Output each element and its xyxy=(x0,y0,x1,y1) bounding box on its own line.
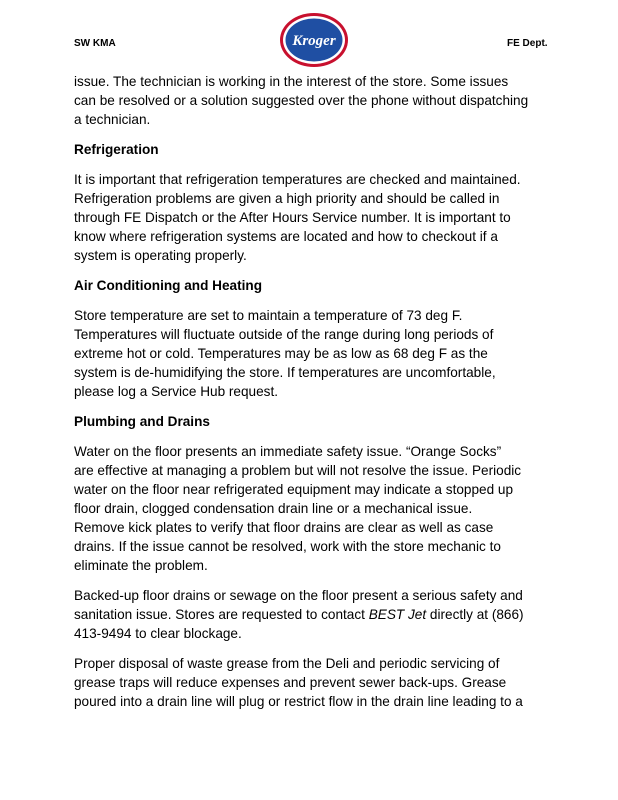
backup-paragraph: Backed-up floor drains or sewage on the floor present a serious safety and sanitation issue. Stores are requested to contact BEST Jet directly at (866) 413-9494 to clear blockage. xyxy=(74,588,524,641)
header-right-text: FE Dept. xyxy=(507,38,548,49)
document-body xyxy=(74,72,544,722)
grease-paragraph: Proper disposal of waste grease from the Deli and periodic servicing of grease traps will reduce expenses and prevent sewer back-ups. Grease poured into a drain line will plug or restrict flow in the drain line leading to a xyxy=(74,656,523,709)
plumbing-heading: Plumbing and Drains xyxy=(74,414,210,429)
intro-paragraph: issue. The technician is working in the interest of the store. Some issues can be resolved or a solution suggested over the phone without dispatching a technician. xyxy=(74,74,529,127)
air-conditioning-paragraph: Store temperature are set to maintain a temperature of 73 deg F. Temperatures will fluctuate outside of the range during long periods of extreme hot or cold. Temperatures may be as low as 68 deg F as the system is de-humidifying the store. If temperatures are uncomfortable, please log a Service Hub request. xyxy=(74,308,496,399)
kroger-logo xyxy=(279,12,349,68)
refrigeration-heading: Refrigeration xyxy=(74,142,159,157)
logo-wordmark: Kroger xyxy=(292,33,336,49)
refrigeration-paragraph: It is important that refrigeration temperatures are checked and maintained. Refrigeration problems are given a high priority and should be called in through FE Dispatch or the After Hours Service number. It is important to know where refrigeration systems are located and how to checkout if a system is operating properly. xyxy=(74,172,521,263)
plumbing-paragraph: Water on the floor presents an immediate safety issue. “Orange Socks” are effective at managing a problem but will not resolve the issue. Periodic water on the floor near refrigerated equipment may indicate a stopped up floor drain, clogged condensation drain line or a mechanical issue. Remove kick plates to verify that floor drains are clear as well as case drains. If the issue cannot be resolved, work with the store mechanic to eliminate the problem. xyxy=(74,444,522,573)
air-conditioning-heading: Air Conditioning and Heating xyxy=(74,278,263,293)
best-jet-name: BEST Jet xyxy=(368,607,427,622)
header-left-text: SW KMA xyxy=(74,38,116,49)
